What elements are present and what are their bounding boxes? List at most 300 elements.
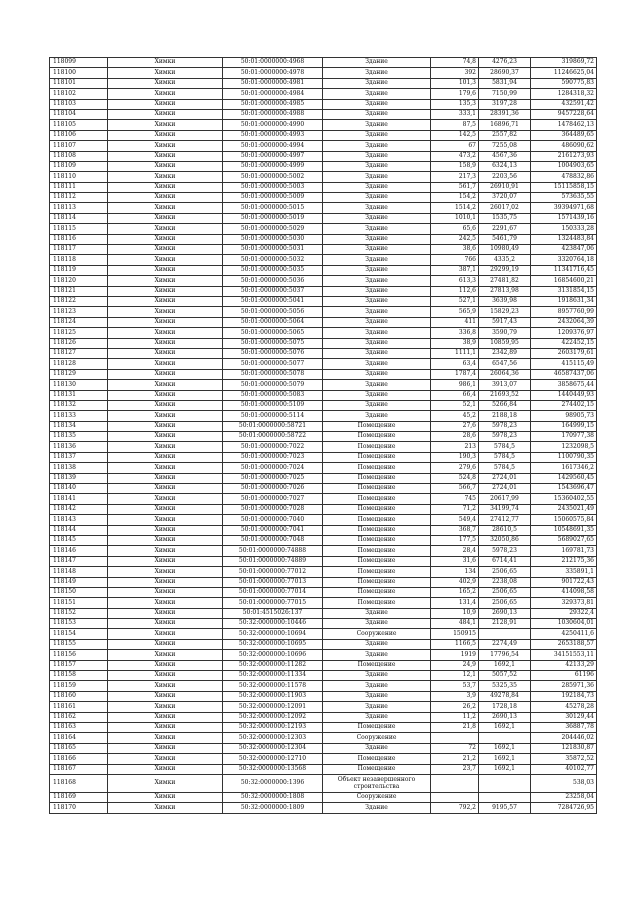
table-row <box>50 494 597 504</box>
municipality-cell: Химки <box>108 535 223 545</box>
cadastral-value-cell: 285971,36 <box>531 681 597 691</box>
table-row <box>50 764 597 774</box>
cadastral-value-cell: 274402,15 <box>531 400 597 410</box>
unit-cost-cell: 2506,65 <box>479 598 531 608</box>
table-row <box>50 328 597 338</box>
unit-cost-cell: 4567,36 <box>479 151 531 161</box>
table-row <box>50 182 597 192</box>
cadastral-number-cell: 50:01:0000000:7024 <box>223 463 323 473</box>
object-type-cell: Здание <box>323 265 431 275</box>
cadastral-value-cell: 150333,28 <box>531 224 597 234</box>
unit-cost-cell: 1535,75 <box>479 213 531 223</box>
area-cell: 1787,4 <box>431 369 479 379</box>
table-row <box>50 691 597 701</box>
municipality-cell: Химки <box>108 494 223 504</box>
cadastral-value-cell: 3131854,15 <box>531 286 597 296</box>
table-row <box>50 515 597 525</box>
unit-cost-cell: 27813,98 <box>479 286 531 296</box>
unit-cost-cell: 3639,98 <box>479 296 531 306</box>
municipality-cell: Химки <box>108 691 223 701</box>
cadastral-number-cell: 50:01:0000000:5079 <box>223 380 323 390</box>
object-type-cell: Здание <box>323 328 431 338</box>
municipality-cell: Химки <box>108 463 223 473</box>
area-cell: 52,1 <box>431 400 479 410</box>
record-number-cell: 118170 <box>50 803 108 813</box>
area-cell: 279,6 <box>431 463 479 473</box>
table-row <box>50 452 597 462</box>
cadastral-value-cell: 1030604,01 <box>531 619 597 629</box>
municipality-cell: Химки <box>108 99 223 109</box>
cadastral-value-cell: 3320764,18 <box>531 255 597 265</box>
area-cell: 150915 <box>431 629 479 639</box>
record-number-cell: 118109 <box>50 161 108 171</box>
object-type-cell: Помещение <box>323 723 431 733</box>
unit-cost-cell <box>479 629 531 639</box>
cadastral-value-cell: 329373,81 <box>531 598 597 608</box>
area-cell: 21,8 <box>431 723 479 733</box>
cadastral-number-cell: 50:01:0000000:7041 <box>223 525 323 535</box>
municipality-cell: Химки <box>108 151 223 161</box>
cadastral-number-cell: 50:01:0000000:5041 <box>223 296 323 306</box>
cadastral-number-cell: 50:01:4515026:137 <box>223 608 323 618</box>
record-number-cell: 118135 <box>50 432 108 442</box>
cadastral-number-cell: 50:01:0000000:5114 <box>223 411 323 421</box>
cadastral-number-cell: 50:01:0000000:77014 <box>223 587 323 597</box>
record-number-cell: 118125 <box>50 328 108 338</box>
area-cell: 213 <box>431 442 479 452</box>
area-cell: 473,2 <box>431 151 479 161</box>
cadastral-value-cell: 5689027,65 <box>531 535 597 545</box>
cadastral-value-cell: 40102,77 <box>531 764 597 774</box>
record-number-cell: 118128 <box>50 359 108 369</box>
area-cell: 1514,2 <box>431 203 479 213</box>
municipality-cell: Химки <box>108 484 223 494</box>
object-type-cell: Здание <box>323 193 431 203</box>
object-type-cell: Здание <box>323 650 431 660</box>
area-cell: 3,9 <box>431 691 479 701</box>
table-row <box>50 733 597 743</box>
area-cell: 392 <box>431 68 479 78</box>
municipality-cell: Химки <box>108 411 223 421</box>
cadastral-number-cell: 50:32:0000000:12092 <box>223 712 323 722</box>
object-type-cell: Помещение <box>323 494 431 504</box>
area-cell: 12,1 <box>431 671 479 681</box>
record-number-cell: 118117 <box>50 245 108 255</box>
municipality-cell: Химки <box>108 743 223 753</box>
cadastral-number-cell: 50:01:0000000:4999 <box>223 161 323 171</box>
unit-cost-cell: 1692,1 <box>479 723 531 733</box>
record-number-cell: 118133 <box>50 411 108 421</box>
area-cell: 31,6 <box>431 556 479 566</box>
record-number-cell: 118129 <box>50 369 108 379</box>
cadastral-number-cell: 50:01:0000000:7040 <box>223 515 323 525</box>
cadastral-number-cell: 50:01:0000000:58721 <box>223 421 323 431</box>
table-row <box>50 255 597 265</box>
cadastral-value-cell: 486090,62 <box>531 141 597 151</box>
municipality-cell: Химки <box>108 702 223 712</box>
cadastral-number-cell: 50:01:0000000:5032 <box>223 255 323 265</box>
cadastral-value-cell: 10548691,35 <box>531 525 597 535</box>
unit-cost-cell: 5978,23 <box>479 546 531 556</box>
table-row <box>50 78 597 88</box>
table-row <box>50 525 597 535</box>
municipality-cell: Химки <box>108 130 223 140</box>
cadastral-value-cell: 2653188,57 <box>531 639 597 649</box>
table-row <box>50 58 597 68</box>
cadastral-value-cell: 169781,73 <box>531 546 597 556</box>
record-number-cell: 118130 <box>50 380 108 390</box>
unit-cost-cell: 2690,13 <box>479 608 531 618</box>
area-cell: 1166,5 <box>431 639 479 649</box>
cadastral-number-cell: 50:01:0000000:77013 <box>223 577 323 587</box>
cadastral-number-cell: 50:01:0000000:7048 <box>223 535 323 545</box>
record-number-cell: 118126 <box>50 338 108 348</box>
table-row <box>50 754 597 764</box>
record-number-cell: 118160 <box>50 691 108 701</box>
object-type-cell: Здание <box>323 702 431 712</box>
cadastral-value-cell: 11246625,04 <box>531 68 597 78</box>
table-row <box>50 639 597 649</box>
object-type-cell: Здание <box>323 307 431 317</box>
municipality-cell: Химки <box>108 723 223 733</box>
unit-cost-cell: 2203,56 <box>479 172 531 182</box>
cadastral-value-cell: 8957760,99 <box>531 307 597 317</box>
cadastral-number-cell: 50:01:0000000:4997 <box>223 151 323 161</box>
object-type-cell: Здание <box>323 380 431 390</box>
table-row <box>50 432 597 442</box>
unit-cost-cell: 2690,13 <box>479 712 531 722</box>
object-type-cell: Здание <box>323 245 431 255</box>
area-cell: 87,5 <box>431 120 479 130</box>
municipality-cell: Химки <box>108 369 223 379</box>
object-type-cell: Здание <box>323 224 431 234</box>
object-type-cell: Здание <box>323 359 431 369</box>
municipality-cell: Химки <box>108 348 223 358</box>
unit-cost-cell: 6324,13 <box>479 161 531 171</box>
cadastral-number-cell: 50:01:0000000:7028 <box>223 504 323 514</box>
area-cell: 134 <box>431 567 479 577</box>
area-cell: 766 <box>431 255 479 265</box>
cadastral-value-cell: 30129,44 <box>531 712 597 722</box>
cadastral-number-cell: 50:01:0000000:5056 <box>223 307 323 317</box>
cadastral-number-cell: 50:01:0000000:7022 <box>223 442 323 452</box>
record-number-cell: 118101 <box>50 78 108 88</box>
table-row <box>50 411 597 421</box>
record-number-cell: 118151 <box>50 598 108 608</box>
cadastral-number-cell: 50:01:0000000:5035 <box>223 265 323 275</box>
municipality-cell: Химки <box>108 307 223 317</box>
object-type-cell: Здание <box>323 348 431 358</box>
municipality-cell: Химки <box>108 629 223 639</box>
cadastral-value-cell: 1543696,47 <box>531 484 597 494</box>
municipality-cell: Химки <box>108 390 223 400</box>
unit-cost-cell <box>479 774 531 792</box>
unit-cost-cell: 1692,1 <box>479 660 531 670</box>
object-type-cell: Здание <box>323 743 431 753</box>
area-cell: 131,4 <box>431 598 479 608</box>
cadastral-value-cell: 61196 <box>531 671 597 681</box>
cadastral-value-cell: 204446,02 <box>531 733 597 743</box>
cadastral-value-cell: 16854600,21 <box>531 276 597 286</box>
unit-cost-cell: 20617,99 <box>479 494 531 504</box>
area-cell: 28,4 <box>431 546 479 556</box>
unit-cost-cell: 26064,36 <box>479 369 531 379</box>
record-number-cell: 118142 <box>50 504 108 514</box>
cadastral-number-cell: 50:32:0000000:1396 <box>223 774 323 792</box>
object-type-cell: Здание <box>323 99 431 109</box>
unit-cost-cell: 29299,19 <box>479 265 531 275</box>
record-number-cell: 118138 <box>50 463 108 473</box>
table-row <box>50 296 597 306</box>
object-type-cell: Здание <box>323 400 431 410</box>
municipality-cell: Химки <box>108 58 223 68</box>
table-row <box>50 535 597 545</box>
object-type-cell: Помещение <box>323 504 431 514</box>
unit-cost-cell: 27412,77 <box>479 515 531 525</box>
record-number-cell: 118159 <box>50 681 108 691</box>
area-cell: 53,7 <box>431 681 479 691</box>
municipality-cell: Химки <box>108 660 223 670</box>
area-cell: 561,7 <box>431 182 479 192</box>
table-row <box>50 359 597 369</box>
record-number-cell: 118115 <box>50 224 108 234</box>
unit-cost-cell: 6547,56 <box>479 359 531 369</box>
record-number-cell: 118110 <box>50 172 108 182</box>
cadastral-number-cell: 50:01:0000000:5083 <box>223 390 323 400</box>
unit-cost-cell: 10980,49 <box>479 245 531 255</box>
record-number-cell: 118152 <box>50 608 108 618</box>
object-type-cell: Помещение <box>323 598 431 608</box>
cadastral-number-cell: 50:01:0000000:5009 <box>223 193 323 203</box>
cadastral-number-cell: 50:01:0000000:4984 <box>223 89 323 99</box>
cadastral-number-cell: 50:32:0000000:10696 <box>223 650 323 660</box>
table-row <box>50 546 597 556</box>
area-cell: 242,5 <box>431 234 479 244</box>
record-number-cell: 118163 <box>50 723 108 733</box>
cadastral-value-cell: 364489,65 <box>531 130 597 140</box>
area-cell: 179,6 <box>431 89 479 99</box>
object-type-cell: Сооружение <box>323 733 431 743</box>
unit-cost-cell: 2188,18 <box>479 411 531 421</box>
unit-cost-cell: 1692,1 <box>479 754 531 764</box>
municipality-cell: Химки <box>108 161 223 171</box>
object-type-cell: Здание <box>323 296 431 306</box>
table-row <box>50 681 597 691</box>
area-cell: 67 <box>431 141 479 151</box>
area-cell: 24,9 <box>431 660 479 670</box>
record-number-cell: 118161 <box>50 702 108 712</box>
table-row <box>50 442 597 452</box>
municipality-cell: Химки <box>108 109 223 119</box>
object-type-cell: Сооружение <box>323 792 431 802</box>
unit-cost-cell: 28610,5 <box>479 525 531 535</box>
record-number-cell: 118164 <box>50 733 108 743</box>
object-type-cell: Помещение <box>323 764 431 774</box>
unit-cost-cell: 5978,23 <box>479 421 531 431</box>
cadastral-value-cell: 34151553,11 <box>531 650 597 660</box>
table-row <box>50 723 597 733</box>
table-body <box>50 58 597 814</box>
cadastral-number-cell: 50:01:0000000:5031 <box>223 245 323 255</box>
record-number-cell: 118104 <box>50 109 108 119</box>
cadastral-number-cell: 50:32:0000000:13568 <box>223 764 323 774</box>
object-type-cell: Здание <box>323 109 431 119</box>
unit-cost-cell: 2724,01 <box>479 484 531 494</box>
object-type-cell: Здание <box>323 141 431 151</box>
cadastral-number-cell: 50:01:0000000:4978 <box>223 68 323 78</box>
object-type-cell: Помещение <box>323 515 431 525</box>
unit-cost-cell: 2506,65 <box>479 587 531 597</box>
record-number-cell: 118123 <box>50 307 108 317</box>
municipality-cell: Химки <box>108 681 223 691</box>
cadastral-value-cell: 538,03 <box>531 774 597 792</box>
cadastral-number-cell: 50:01:0000000:5030 <box>223 234 323 244</box>
municipality-cell: Химки <box>108 504 223 514</box>
municipality-cell: Химки <box>108 120 223 130</box>
table-row <box>50 224 597 234</box>
cadastral-number-cell: 50:32:0000000:10694 <box>223 629 323 639</box>
record-number-cell: 118137 <box>50 452 108 462</box>
area-cell: 38,9 <box>431 338 479 348</box>
unit-cost-cell: 3197,28 <box>479 99 531 109</box>
area-cell: 527,1 <box>431 296 479 306</box>
cadastral-value-cell: 35872,52 <box>531 754 597 764</box>
object-type-cell: Помещение <box>323 473 431 483</box>
record-number-cell: 118119 <box>50 265 108 275</box>
municipality-cell: Химки <box>108 473 223 483</box>
cadastral-number-cell: 50:01:0000000:4988 <box>223 109 323 119</box>
unit-cost-cell: 49278,84 <box>479 691 531 701</box>
table-row <box>50 619 597 629</box>
municipality-cell: Химки <box>108 712 223 722</box>
object-type-cell: Помещение <box>323 432 431 442</box>
cadastral-value-cell: 15115858,15 <box>531 182 597 192</box>
table-row <box>50 348 597 358</box>
record-number-cell: 118113 <box>50 203 108 213</box>
table-row <box>50 338 597 348</box>
area-cell: 10,9 <box>431 608 479 618</box>
cadastral-value-cell: 423847,06 <box>531 245 597 255</box>
municipality-cell: Химки <box>108 78 223 88</box>
object-type-cell: Помещение <box>323 754 431 764</box>
cadastral-number-cell: 50:32:0000000:11334 <box>223 671 323 681</box>
unit-cost-cell: 16896,71 <box>479 120 531 130</box>
unit-cost-cell: 5325,35 <box>479 681 531 691</box>
record-number-cell: 118131 <box>50 390 108 400</box>
unit-cost-cell: 10859,95 <box>479 338 531 348</box>
area-cell: 549,4 <box>431 515 479 525</box>
unit-cost-cell: 26017,02 <box>479 203 531 213</box>
unit-cost-cell: 2724,01 <box>479 473 531 483</box>
municipality-cell: Химки <box>108 245 223 255</box>
unit-cost-cell: 5978,23 <box>479 432 531 442</box>
area-cell: 142,5 <box>431 130 479 140</box>
unit-cost-cell: 27481,82 <box>479 276 531 286</box>
object-type-cell: Здание <box>323 712 431 722</box>
property-register-table <box>49 57 597 814</box>
municipality-cell: Химки <box>108 276 223 286</box>
municipality-cell: Химки <box>108 803 223 813</box>
record-number-cell: 118153 <box>50 619 108 629</box>
unit-cost-cell <box>479 792 531 802</box>
area-cell: 1919 <box>431 650 479 660</box>
table-row <box>50 68 597 78</box>
record-number-cell: 118112 <box>50 193 108 203</box>
cadastral-number-cell: 50:32:0000000:11578 <box>223 681 323 691</box>
area-cell: 368,7 <box>431 525 479 535</box>
cadastral-number-cell: 50:32:0000000:10446 <box>223 619 323 629</box>
record-number-cell: 118154 <box>50 629 108 639</box>
table-row <box>50 109 597 119</box>
cadastral-value-cell: 1004903,65 <box>531 161 597 171</box>
area-cell: 65,6 <box>431 224 479 234</box>
cadastral-number-cell: 50:32:0000000:11903 <box>223 691 323 701</box>
municipality-cell: Химки <box>108 286 223 296</box>
cadastral-number-cell: 50:01:0000000:5003 <box>223 182 323 192</box>
unit-cost-cell: 5917,43 <box>479 317 531 327</box>
object-type-cell: Здание <box>323 317 431 327</box>
unit-cost-cell: 1692,1 <box>479 764 531 774</box>
unit-cost-cell <box>479 733 531 743</box>
area-cell: 402,9 <box>431 577 479 587</box>
table-row <box>50 556 597 566</box>
area-cell: 190,3 <box>431 452 479 462</box>
record-number-cell: 118122 <box>50 296 108 306</box>
cadastral-number-cell: 50:01:0000000:77015 <box>223 598 323 608</box>
cadastral-value-cell: 1440449,93 <box>531 390 597 400</box>
record-number-cell: 118144 <box>50 525 108 535</box>
municipality-cell: Химки <box>108 598 223 608</box>
area-cell: 986,1 <box>431 380 479 390</box>
table-row <box>50 151 597 161</box>
record-number-cell: 118114 <box>50 213 108 223</box>
table-row <box>50 577 597 587</box>
unit-cost-cell: 17796,54 <box>479 650 531 660</box>
cadastral-value-cell: 23258,04 <box>531 792 597 802</box>
unit-cost-cell: 5784,5 <box>479 452 531 462</box>
record-number-cell: 118108 <box>50 151 108 161</box>
cadastral-number-cell: 50:01:0000000:7027 <box>223 494 323 504</box>
unit-cost-cell: 2238,08 <box>479 577 531 587</box>
table-row <box>50 421 597 431</box>
object-type-cell: Здание <box>323 369 431 379</box>
table-row <box>50 792 597 802</box>
unit-cost-cell: 21693,52 <box>479 390 531 400</box>
table-row <box>50 369 597 379</box>
municipality-cell: Химки <box>108 764 223 774</box>
unit-cost-cell: 5831,94 <box>479 78 531 88</box>
area-cell: 11,2 <box>431 712 479 722</box>
unit-cost-cell: 5461,79 <box>479 234 531 244</box>
cadastral-value-cell: 414098,58 <box>531 587 597 597</box>
unit-cost-cell: 2557,82 <box>479 130 531 140</box>
object-type-cell: Здание <box>323 78 431 88</box>
object-type-cell: Здание <box>323 151 431 161</box>
cadastral-number-cell: 50:01:0000000:5076 <box>223 348 323 358</box>
cadastral-value-cell: 9457228,64 <box>531 109 597 119</box>
area-cell: 72 <box>431 743 479 753</box>
area-cell: 45,2 <box>431 411 479 421</box>
cadastral-value-cell: 36887,78 <box>531 723 597 733</box>
object-type-cell: Здание <box>323 390 431 400</box>
table-row <box>50 774 597 792</box>
municipality-cell: Химки <box>108 421 223 431</box>
cadastral-number-cell: 50:32:0000000:12303 <box>223 733 323 743</box>
unit-cost-cell: 2291,67 <box>479 224 531 234</box>
area-cell: 177,5 <box>431 535 479 545</box>
cadastral-value-cell: 2432064,39 <box>531 317 597 327</box>
area-cell: 336,8 <box>431 328 479 338</box>
